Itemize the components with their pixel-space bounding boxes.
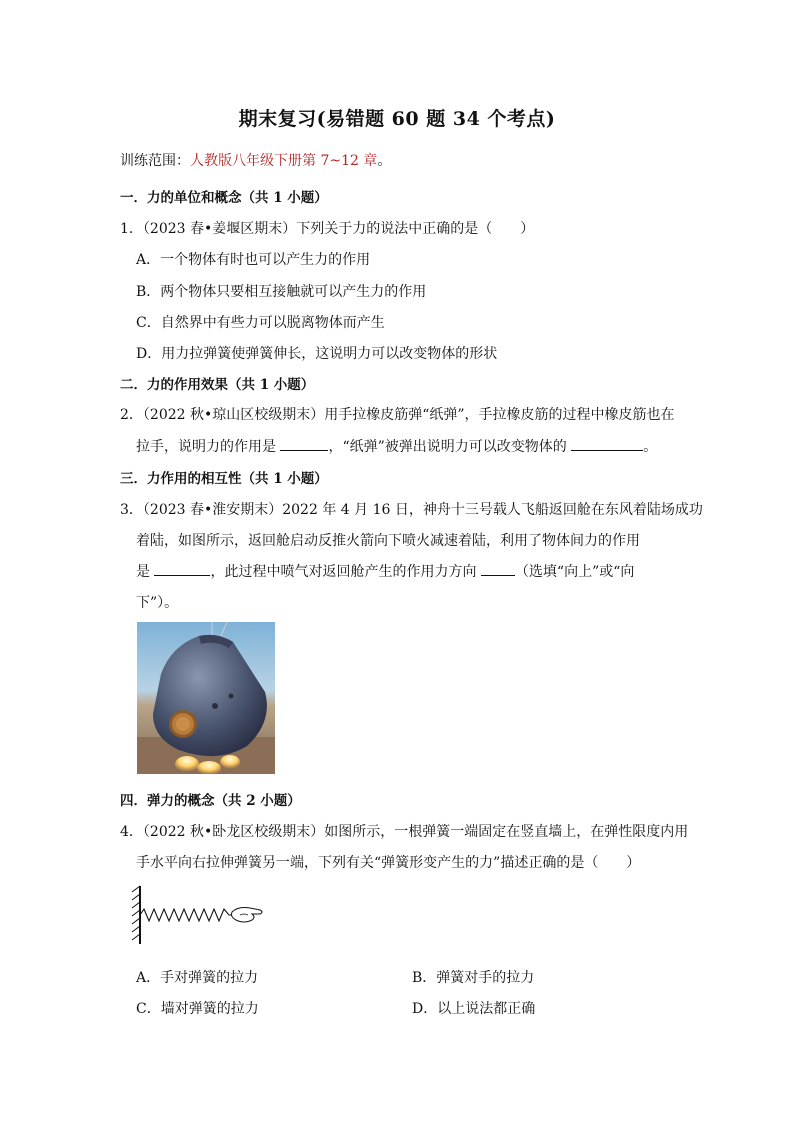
section-heading-2: 二．力的作用效果（共 1 小题） (120, 377, 315, 393)
question-3-line-2: 着陆，如图所示，返回舱启动反推火箭向下喷火减速着陆，利用了物体间力的作用 (136, 533, 640, 549)
question-1-option-c: C．自然界中有些力可以脱离物体而产生 (136, 315, 385, 331)
question-1-option-a: A．一个物体有时也可以产生力的作用 (136, 252, 371, 268)
answer-blank-3[interactable] (154, 561, 210, 576)
return-capsule-image (137, 622, 275, 774)
question-3-line-3 (136, 561, 634, 581)
section-heading-1: 一．力的单位和概念（共 1 小题） (120, 190, 328, 206)
training-range (120, 150, 391, 170)
training-range-end: 。 (377, 153, 392, 169)
question-4-line-2: 手水平向右拉伸弹簧另一端，下列有关“弹簧形变产生的力”描述正确的是（ ） (136, 855, 641, 871)
question-4-line-1: 4．（2022 秋•卧龙区校级期末）如图所示，一根弹簧一端固定在竖直墙上，在弹性限度内用 (120, 824, 689, 840)
answer-blank-2[interactable] (571, 436, 643, 451)
question-2-line-2 (136, 436, 657, 456)
question-2-text-b: ，“纸弹”被弹出说明力可以改变物体的 (328, 439, 572, 455)
answer-blank-1[interactable] (280, 436, 328, 451)
question-2-text-a: 拉手，说明力的作用是 (136, 439, 281, 455)
question-3-text-a: 是 (136, 564, 155, 580)
training-range-value: 人教版八年级下册第 7~12 章 (190, 153, 378, 169)
question-2-line-1: 2．（2022 秋•琼山区校级期末）用手拉橡皮筋弹“纸弹”，手拉橡皮筋的过程中橡皮筋也在 (120, 407, 675, 423)
section-heading-4: 四．弹力的概念（共 2 小题） (120, 793, 301, 809)
section-heading-3: 三．力作用的相互性（共 1 小题） (120, 471, 328, 487)
question-1-stem: 1．（2023 春•姜堰区期末）下列关于力的说法中正确的是（ ） (120, 221, 535, 237)
question-2-text-c: 。 (643, 439, 658, 455)
question-4-option-d: D．以上说法都正确 (412, 1001, 536, 1017)
question-3-text-c: （选填“向上”或“向 (514, 564, 635, 580)
question-1-option-d: D．用力拉弹簧使弹簧伸长，这说明力可以改变物体的形状 (136, 346, 498, 362)
spring-diagram (128, 884, 268, 946)
question-1-option-b: B．两个物体只要相互接触就可以产生力的作用 (136, 284, 427, 300)
question-4-option-a: A．手对弹簧的拉力 (136, 970, 259, 986)
answer-blank-4[interactable] (481, 561, 515, 576)
training-range-label: 训练范围： (120, 153, 190, 169)
page-title: 期末复习(易错题 60 题 34 个考点) (238, 108, 556, 130)
question-3-text-b: ，此过程中喷气对返回舱产生的作用力方向 (210, 564, 481, 580)
question-3-line-1: 3．（2023 春•淮安期末）2022 年 4 月 16 日，神舟十三号载人飞船返回舱在东风着陆场成功 (120, 502, 703, 518)
question-3-line-4: 下”）。 (136, 595, 179, 611)
question-4-option-b: B．弹簧对手的拉力 (412, 970, 535, 986)
question-4-option-c: C．墙对弹簧的拉力 (136, 1001, 259, 1017)
